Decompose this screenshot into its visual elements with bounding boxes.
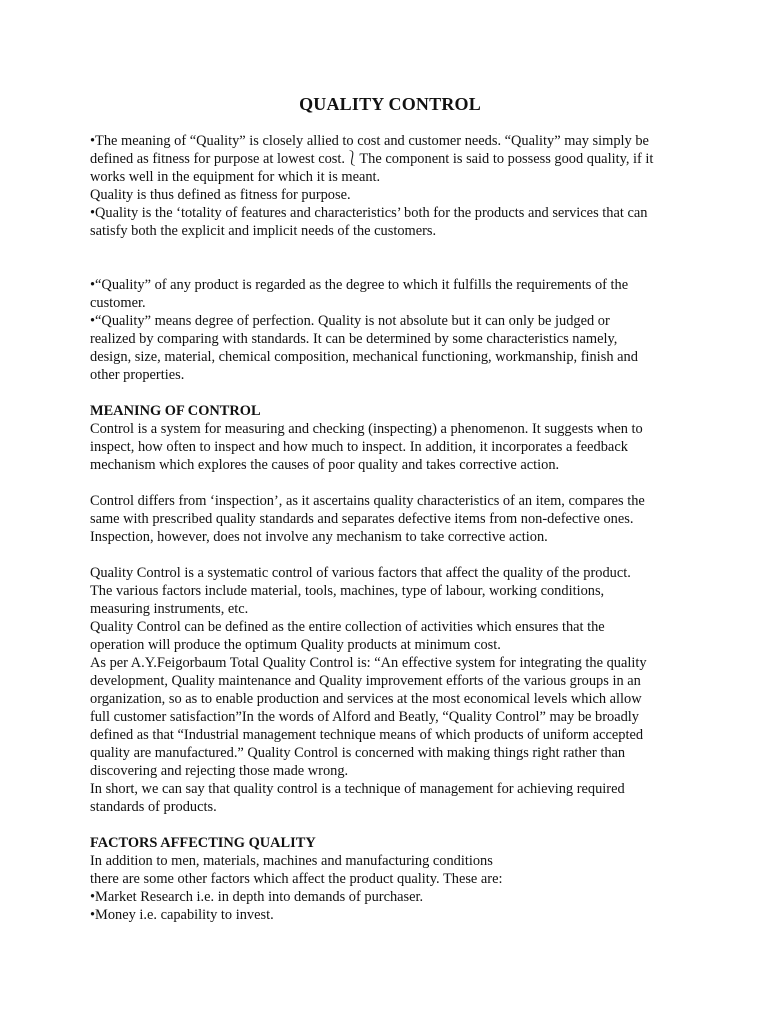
text-line: quality are manufactured.” Quality Control is concerned with making things right rather than [90, 745, 626, 761]
text-line: same with prescribed quality standards and separates defective items from non-defective ones. [90, 511, 634, 527]
text-line: full customer satisfaction”In the words of Alford and Beatly, “Quality Control” may be broadly [90, 709, 639, 725]
text-line: design, size, material, chemical composition, mechanical functioning, workmanship, finish and [90, 349, 638, 365]
text-line: operation will produce the optimum Quality products at minimum cost. [90, 637, 501, 653]
text-line: satisfy both the explicit and implicit needs of the customers. [90, 223, 437, 239]
text-line: In addition to men, materials, machines and manufacturing conditions [90, 853, 493, 869]
section-heading-factors: FACTORS AFFECTING QUALITY [90, 835, 316, 851]
paragraph-quality-control [90, 564, 690, 816]
page-title: QUALITY CONTROL [299, 94, 481, 114]
text-line: there are some other factors which affect the product quality. These are: [90, 871, 503, 887]
text-line: defined as fitness for purpose at lowest cost.⎱The component is said to possess good quality, if it [90, 151, 654, 167]
list-item: •Money i.e. capability to invest. [90, 907, 274, 923]
text-line: •Quality is the ‘totality of features and characteristics’ both for the products and services that can [90, 205, 648, 221]
text-line: Control differs from ‘inspection’, as it ascertains quality characteristics of an item, compares the [90, 493, 645, 509]
spacer [90, 816, 690, 834]
text-line: Quality Control can be defined as the entire collection of activities which ensures that the [90, 619, 605, 635]
text-line: works well in the equipment for which it is meant. [90, 169, 381, 185]
text-line: Control is a system for measuring and checking (inspecting) a phenomenon. It suggests when to [90, 421, 643, 437]
text-line: The various factors include material, tools, machines, type of labour, working conditions, [90, 583, 605, 599]
paragraph-quality-meaning [90, 132, 690, 240]
text-line: •“Quality” means degree of perfection. Quality is not absolute but it can only be judged or [90, 313, 610, 329]
text-line: development, Quality maintenance and Quality improvement efforts of the various groups in an [90, 673, 641, 689]
paragraph-factors [90, 852, 690, 924]
text-line: As per A.Y.Feigorbaum Total Quality Control is: “An effective system for integrating the quality [90, 655, 647, 671]
text-line: Inspection, however, does not involve any mechanism to take corrective action. [90, 529, 548, 545]
text-line: other properties. [90, 367, 185, 383]
paragraph-quality-degree [90, 276, 690, 384]
spacer [90, 384, 690, 402]
text-line: discovering and rejecting those made wrong. [90, 763, 349, 779]
text-line: defined as that “Industrial management technique means of which products of uniform accepted [90, 727, 644, 743]
document-page [90, 92, 690, 924]
spacer [90, 546, 690, 564]
text-line: inspect, how often to inspect and how much to inspect. In addition, it incorporates a feedback [90, 439, 628, 455]
spacer [90, 240, 690, 276]
text-line: •The meaning of “Quality” is closely allied to cost and customer needs. “Quality” may simply be [90, 133, 649, 149]
paragraph-control-definition [90, 420, 690, 474]
text-line: standards of products. [90, 799, 217, 815]
text-line: mechanism which explores the causes of poor quality and takes corrective action. [90, 457, 560, 473]
text-line: In short, we can say that quality control is a technique of management for achieving required [90, 781, 625, 797]
text-line: customer. [90, 295, 146, 311]
section-heading-control: MEANING OF CONTROL [90, 403, 261, 419]
text-line: realized by comparing with standards. It can be determined by some characteristics namely, [90, 331, 618, 347]
text-line: •“Quality” of any product is regarded as the degree to which it fulfills the requirements of the [90, 277, 629, 293]
spacer [90, 474, 690, 492]
text-line: measuring instruments, etc. [90, 601, 249, 617]
text-line: organization, so as to enable production and services at the most economical levels which allow [90, 691, 642, 707]
text-line: Quality Control is a systematic control of various factors that affect the quality of the product. [90, 565, 631, 581]
list-item: •Market Research i.e. in depth into demands of purchaser. [90, 889, 424, 905]
text-line: Quality is thus defined as fitness for purpose. [90, 187, 351, 203]
paragraph-control-vs-inspection [90, 492, 690, 546]
